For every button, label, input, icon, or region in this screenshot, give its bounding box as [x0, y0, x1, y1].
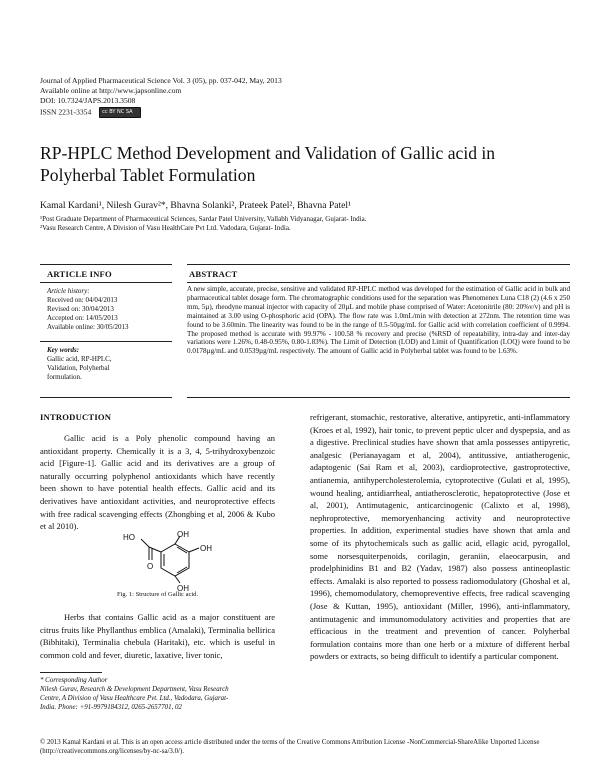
abstract-bottom-rule [187, 397, 570, 398]
author-list: Kamal Kardani¹, Nilesh Gurav²*, Bhavna Solanki², Prateek Patel², Bhavna Patel¹ [40, 200, 351, 211]
oh-top-label: OH [177, 530, 189, 539]
journal-citation: Journal of Applied Pharmaceutical Science Vol. 3 (05), pp. 037-042, May, 2013 [40, 76, 282, 85]
available-date: Available online: 30/05/2013 [47, 323, 129, 331]
abstract-heading: ABSTRACT [189, 269, 238, 279]
footnote-rule [40, 672, 102, 673]
affiliation-1: ¹Post Graduate Department of Pharmaceutical Sciences, Sardar Patel University, Vallabh Vidyanagar, Gujarat- India. [40, 215, 367, 223]
journal-doi: DOI: 10.7324/JAPS.2013.3508 [40, 96, 136, 105]
journal-issn-row [40, 107, 141, 118]
cc-license-badge[interactable] [99, 107, 141, 118]
keywords-label: Key words: [47, 346, 80, 354]
license-text: © 2013 Kamal Kardani et al. This is an open access article distributed under the terms of the Creative Commons Attribution License -NonCommercial-ShareAlike Unported License (http://creativecommons.org/licenses/by-nc-sa/3.0/). [40, 739, 540, 755]
journal-url: Available online at http://www.japsonline.com [40, 86, 182, 95]
article-info-top-rule [40, 264, 172, 265]
oh-bottom-label: OH [177, 584, 189, 592]
article-info-mid-rule [40, 282, 172, 283]
gallic-acid-structure [115, 530, 230, 592]
introduction-heading: INTRODUCTION [40, 412, 112, 422]
intro-paragraph-1: Gallic acid is a Poly phenolic compound having an antioxidant property. Chemically it is a 3, 4, 5-trihydroxybenzoic acid [Figure-1]. Gallic acid and its derivatives are a group of naturally occurring polyphenol antioxidants which have recently been shown to have potential health effects. Gallic acid and its derivatives have antioxidant activities, and neuroprotective effects with free radical scavenging effects (Zhongbing et al, 2006 & Kubo et al 2010). [40, 433, 275, 532]
footnote-line-3: India. Phone: +91-9979184312, 0265-2657701, 02 [40, 704, 182, 711]
abstract-mid-rule [187, 282, 570, 283]
ho-label: HO [123, 533, 135, 542]
footnote-line-1: Nilesh Gurav, Research & Development Department, Vasu Research [40, 686, 229, 693]
article-info-heading: ARTICLE INFO [47, 269, 112, 279]
abstract-text: A new simple, accurate, precise, sensitive and validated RP-HPLC method was developed for the estimation of Gallic acid in bulk and pharmaceutical tablet dosage form. The chromatographic conditions used for the separation was Phenomenex Luna C18 (2) (4.6 x 250 mm, 5µ), rheodyne manual injector with capacity of 20µL and mobile phase comprised of Water: Acetonitrile (80: 20%v/v) and pH is maintained at 3.00 using O-phosphoric acid (OPA). The flow rate was 1.0mL/min with detection at 272nm. The retention time was found to be 3.60min. The linearity was found to be in the range of 0.5-50µg/mL for Gallic acid with correlation coefficient of 0.9994. The proposed method is accurate with 99.97% - 100.58 % recovery and precise (%RSD of repeatability, intra-day and inter-day variations were 1.26%, 0.48-0.95%, 0.80-1.83%). The Limit of Detection (LOD) and Limit of Quantification (LOQ) were found to be 0.0178µg/mL and 0.0539µg/mL respectively. The amount of Gallic acid in Polyherbal tablet was found to be 1.63%. [187, 285, 570, 356]
oh-right-label: OH [200, 544, 212, 553]
received-date: Received on: 04/04/2013 [47, 296, 118, 304]
intro-right-paragraph: refrigerant, stomachic, restorative, alterative, antipyretic, anti-inflammatory (Kroes et al, 1992), hair tonic, to prevent peptic ulcer and dyspepsia, and as a digestive. Preclinical studies have shown that amla possesses antipyretic, analgesic (Perianayagam et al, 2004), antitussive, antiatherogenic, adaptogenic (Sai Ram et al, 2003), cardioprotective, gastroprotective, antianemia, antihypercholesterolemia, cytoprotective (Gulati et al, 1995), wound healing, antidiarrheal, antiatherosclerotic, hepatoprotective (Jose et al, 2001), Antimutagenic, anticarcinogenic (Calixto et al, 1998), nephroprotective, memoryenhancing activity and neuroprotective properties. In addition, experimental studies have shown that amla and some of its phytochemicals such as gallic acid, ellagic acid, pyrogallol, some norsesquiterpenoids, corilagin, geraniin, elaeocarpusin, and prodelphinidins B1 and B2 (Yadav, 1987) also possess antineoplastic effects. Amalaki is also reported to possess radiomodulatory (Ghoshal et al, 1996), chemomodulatory, chemopreventive effects, free radical scavenging (Jose & Kuttan, 1995), antioxidant (Miller, 1996), anti-inflammatory, antimutagenic and immunomodulatory activities and properties that are efficacious in the treatment and prevention of cancer. Polyherbal formulation contains more than one herb or a mixture of different herbal powders or extracts, so being difficult to identify a particular component. [310, 412, 570, 662]
benzene-ring [161, 544, 189, 576]
paper-title: RP-HPLC Method Development and Validation of Gallic acid in Polyherbal Tablet Formulation [40, 143, 496, 185]
revised-date: Revised on: 30/04/2013 [47, 305, 114, 313]
cc-badge-text: cc BY NC SA [102, 109, 133, 115]
corresponding-author-label: * Corresponding Author [40, 677, 108, 684]
footnote-line-2: Centre, A Division of Vasu Healthcare Pvt. Ltd., Vadodara, Gujarat- [40, 695, 229, 702]
affiliation-2: ²Vasu Research Centre, A Division of Vasu HealthCare Pvt Ltd. Vadodara, Gujarat- India. [40, 224, 291, 232]
keywords-rule [40, 341, 172, 342]
intro-paragraph-2: Herbs that contains Gallic acid as a major constituent are citrus fruits like Phyllanthus emblica (Amalaki), Terminalia bellirica (Bibhitaki), Terminalia chebula (Haritaki), etc. which is useful in common cold and fever, diuretic, laxative, liver tonic, [40, 612, 275, 660]
carbonyl-o-label: O [147, 562, 154, 571]
accepted-date: Accepted on: 14/05/2013 [47, 314, 118, 322]
article-info-bottom-rule [40, 397, 172, 398]
article-history-label: Article history: [47, 287, 90, 295]
figure-caption: Fig. 1: Structure of Gallic acid. [116, 591, 199, 598]
abstract-top-rule [187, 264, 570, 265]
journal-issn: ISSN 2231-3354 [40, 107, 92, 117]
keywords-text: Gallic acid, RP-HPLC, Validation, Polyherbal formulation. [47, 355, 112, 382]
